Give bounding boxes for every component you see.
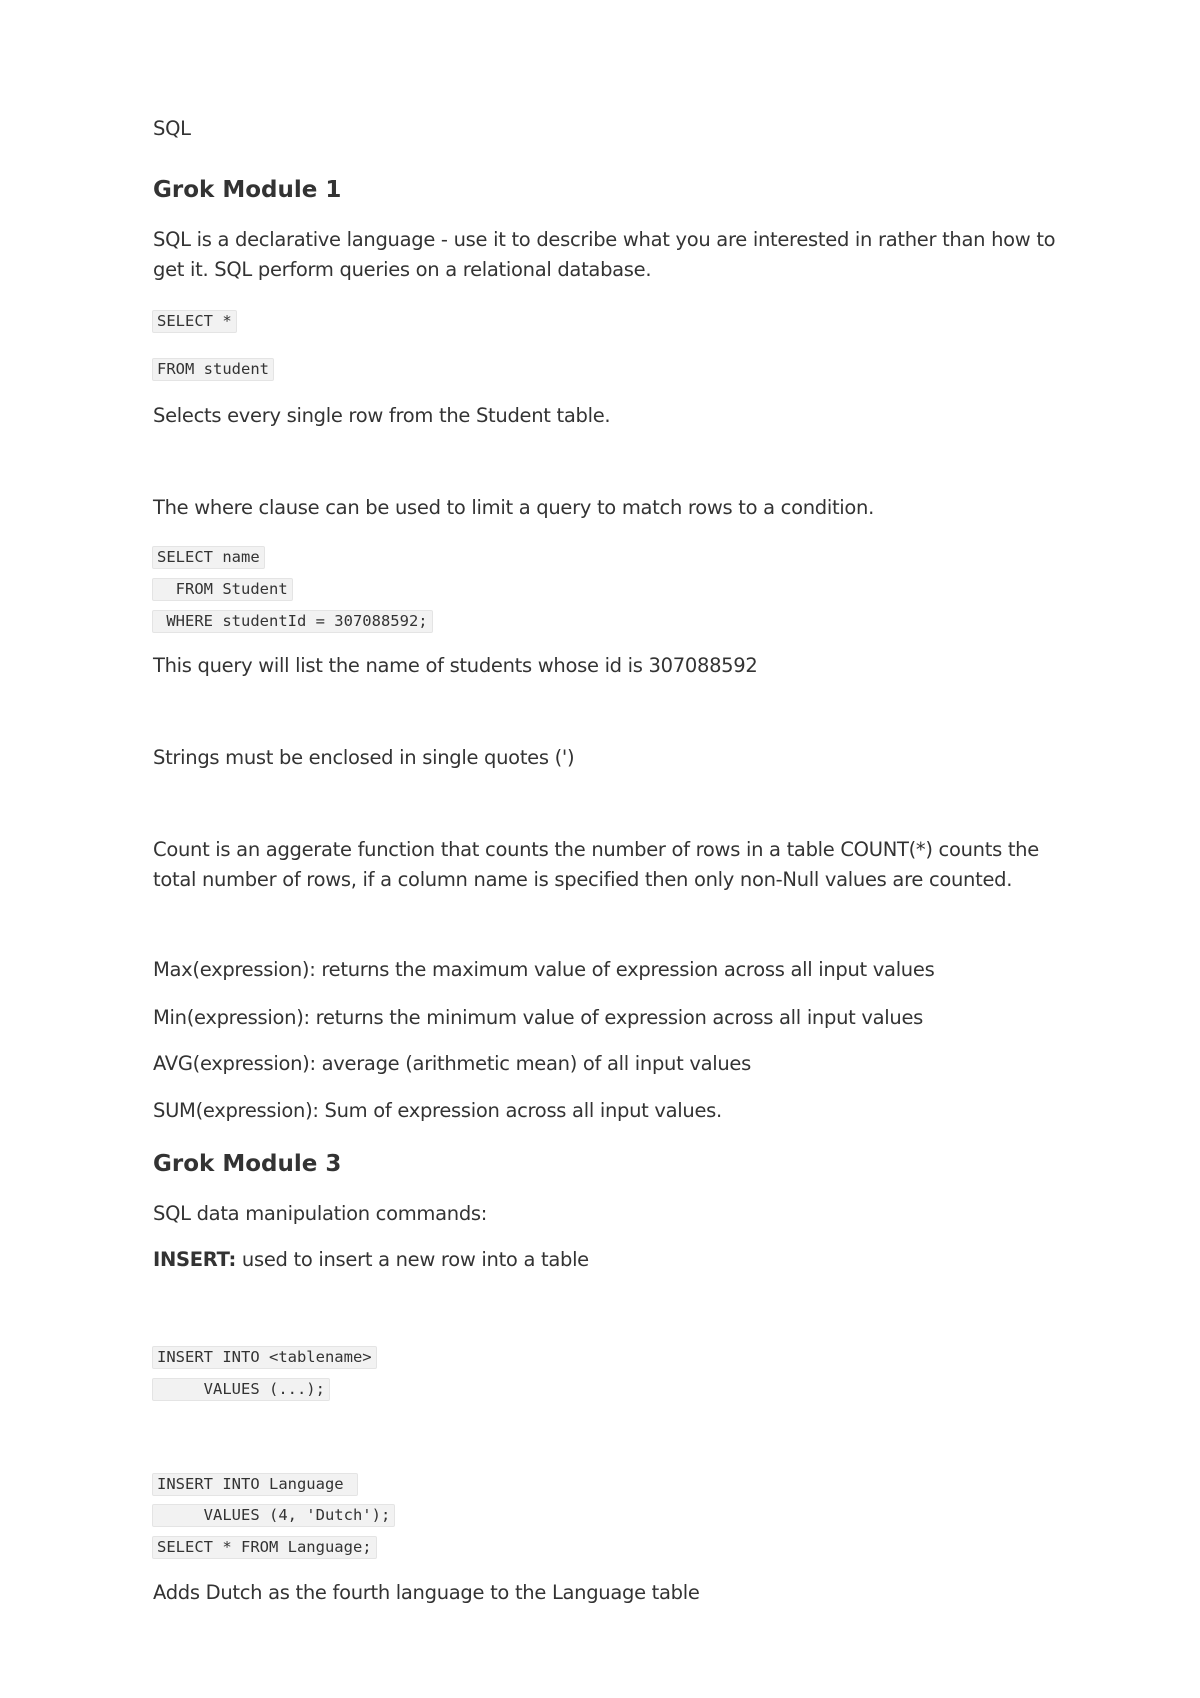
- function-description: Max(expression): returns the maximum value of expression across all input values: [153, 958, 935, 981]
- code-line: FROM Student: [152, 578, 293, 601]
- code-line: INSERT INTO <tablename>: [152, 1346, 377, 1369]
- module-3-heading: Grok Module 3: [153, 1151, 342, 1177]
- select-all-description: Selects every single row from the Student table.: [153, 404, 611, 427]
- insert-description: used to insert a new row into a table: [236, 1248, 589, 1271]
- module-1-heading: Grok Module 1: [153, 177, 342, 203]
- code-line: SELECT * FROM Language;: [152, 1536, 377, 1559]
- insert-definition: [153, 1245, 589, 1275]
- module-1-intro: SQL is a declarative language - use it to describe what you are interested in rather than how to get it. SQL perform queries on a relational database.: [153, 228, 1056, 281]
- code-line: VALUES (4, 'Dutch');: [152, 1504, 395, 1527]
- strings-note: Strings must be enclosed in single quotes ('): [153, 746, 575, 769]
- code-line: VALUES (...);: [152, 1378, 330, 1401]
- count-note: Count is an aggerate function that counts the number of rows in a table COUNT(*) counts the total number of rows, if a column name is specified then only non-Null values are counted.: [153, 838, 1039, 891]
- where-clause-intro: The where clause can be used to limit a query to match rows to a condition.: [153, 496, 875, 519]
- insert-example-description: Adds Dutch as the fourth language to the Language table: [153, 1581, 700, 1604]
- dml-intro: SQL data manipulation commands:: [153, 1202, 488, 1225]
- document-title: SQL: [153, 117, 191, 140]
- code-line: SELECT *: [152, 310, 237, 333]
- where-query-description: This query will list the name of students whose id is 307088592: [153, 654, 758, 677]
- code-line: INSERT INTO Language: [152, 1473, 358, 1496]
- function-description: Min(expression): returns the minimum value of expression across all input values: [153, 1006, 923, 1029]
- function-description: SUM(expression): Sum of expression across all input values.: [153, 1099, 722, 1122]
- insert-label: INSERT:: [153, 1248, 237, 1271]
- function-description: AVG(expression): average (arithmetic mean) of all input values: [153, 1052, 751, 1075]
- code-line: WHERE studentId = 307088592;: [152, 610, 433, 633]
- code-line: SELECT name: [152, 546, 265, 569]
- code-line: FROM student: [152, 358, 274, 381]
